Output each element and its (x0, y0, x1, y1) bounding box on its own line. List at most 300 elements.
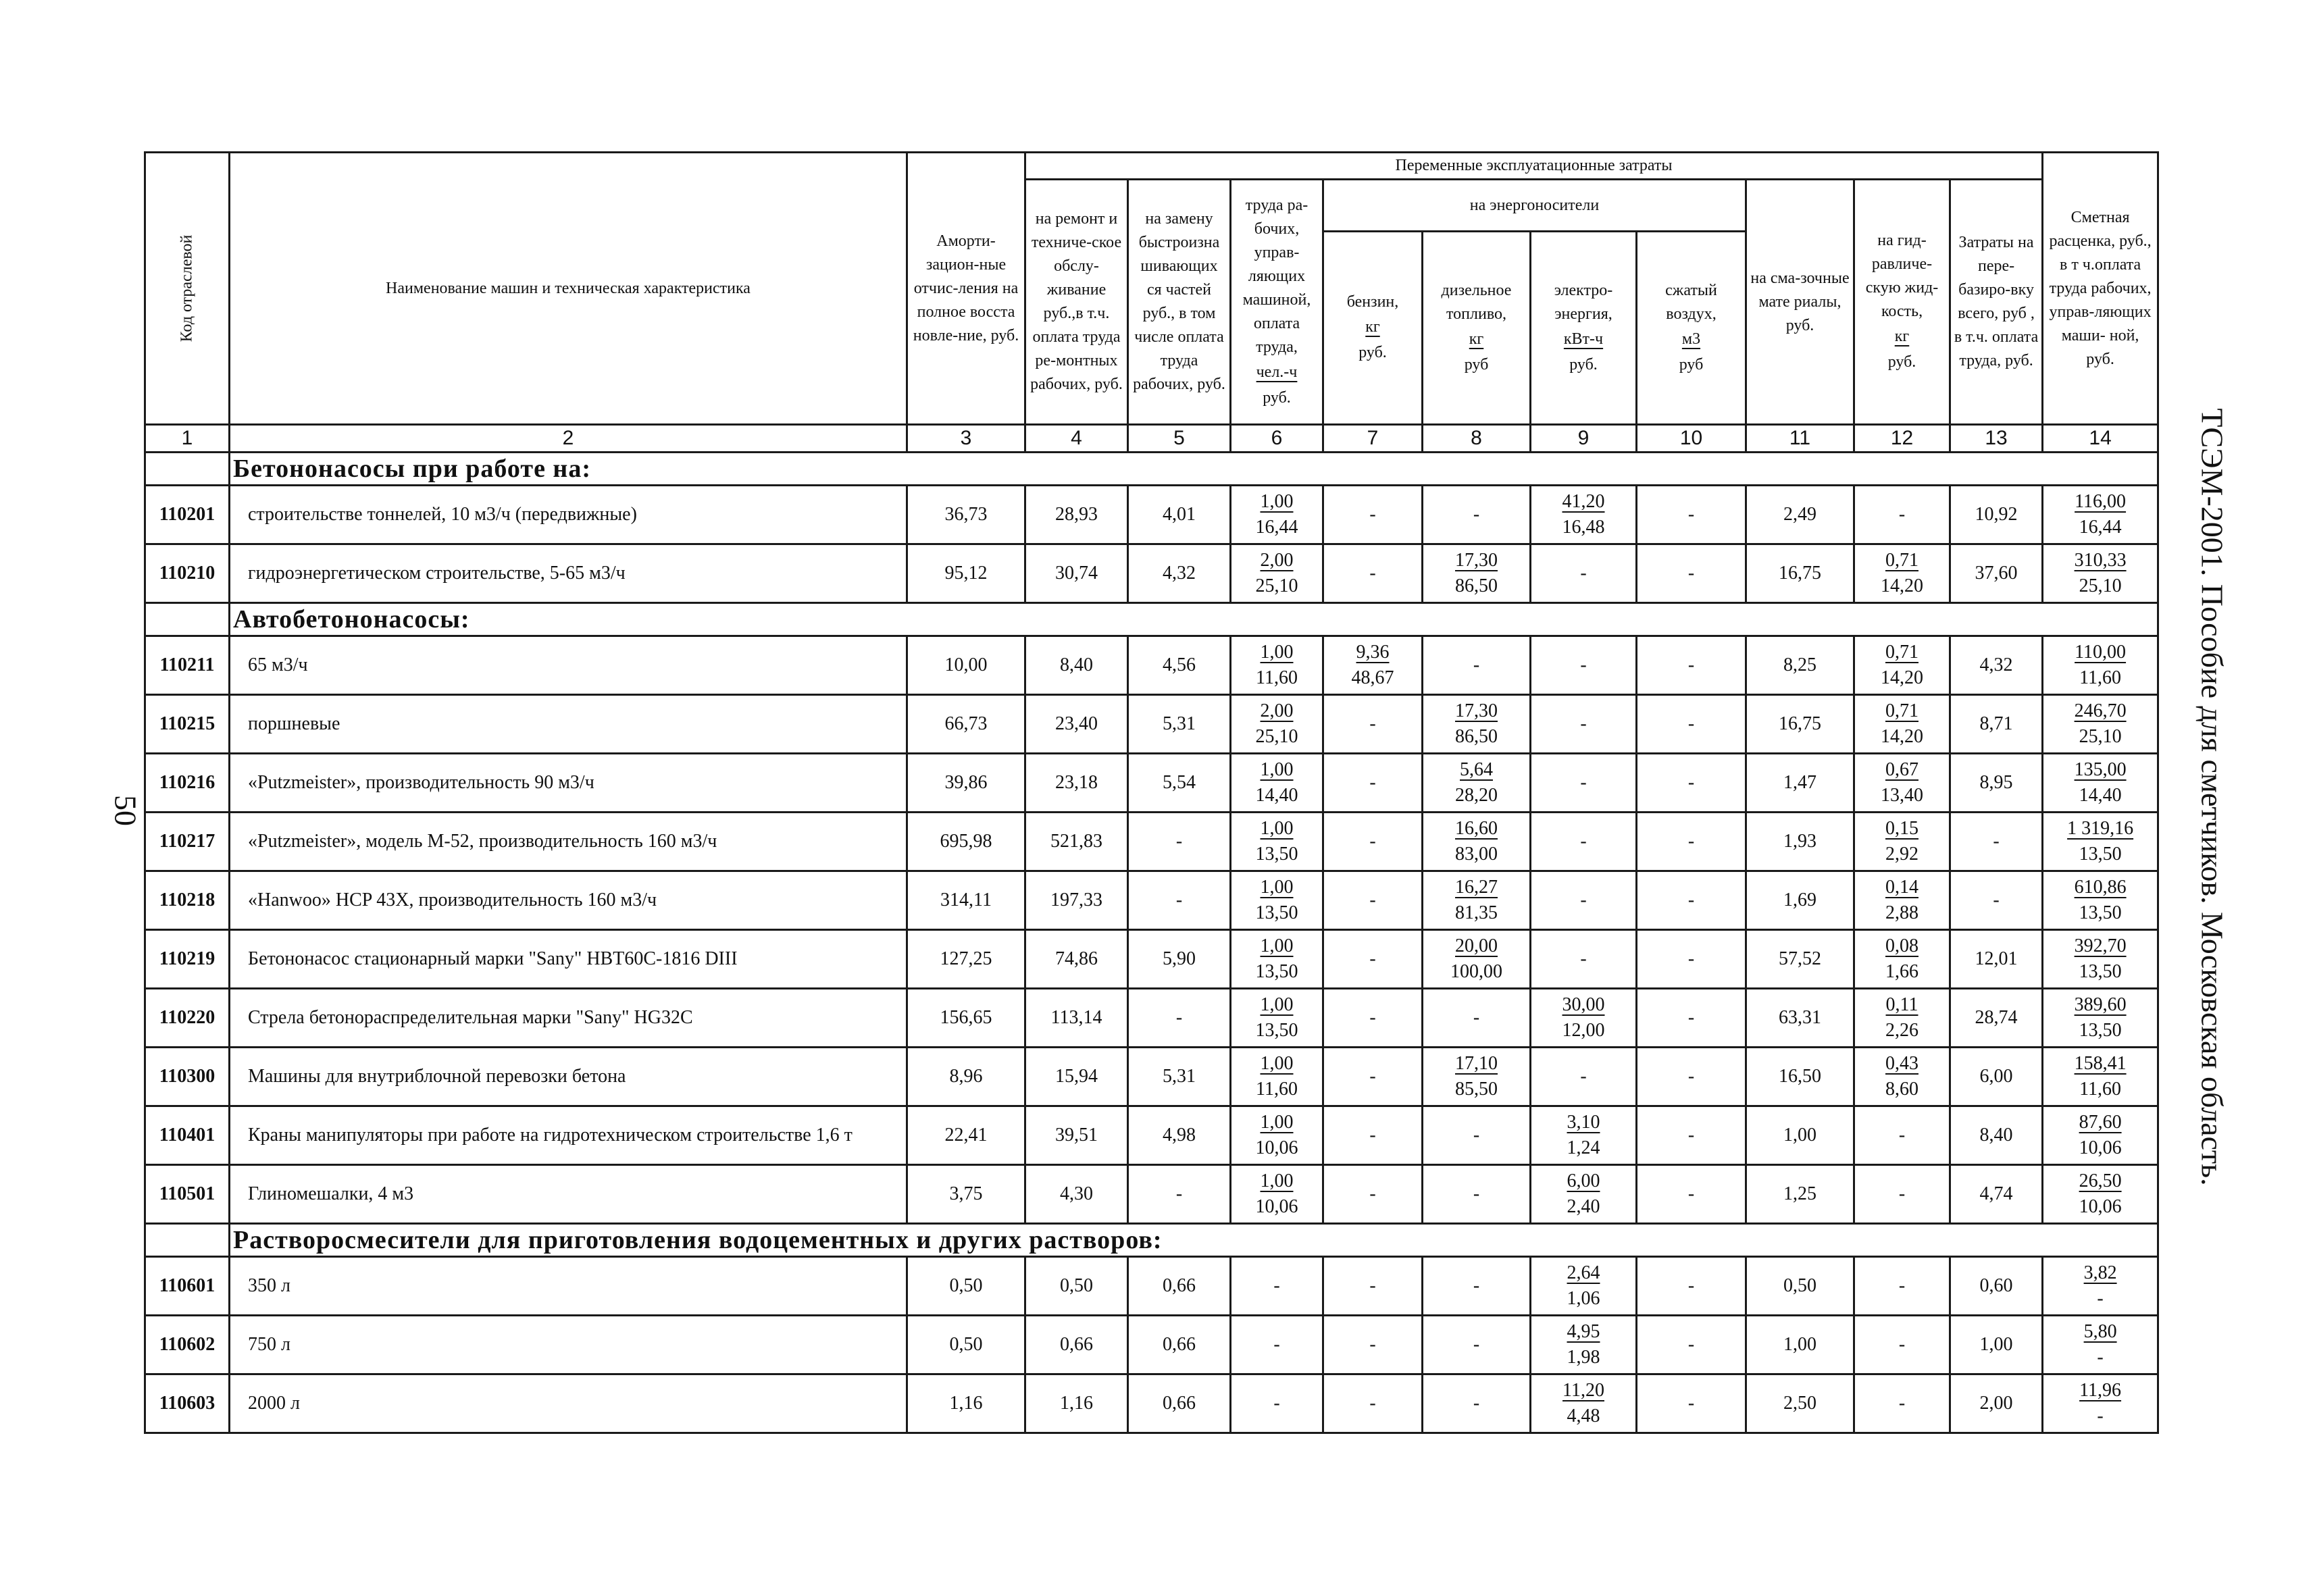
cell-c6 (1231, 1165, 1323, 1224)
cell-c13: 6,00 (1950, 1048, 2043, 1106)
cell-c8 (1423, 544, 1531, 603)
cell-c10: - (1637, 1374, 1746, 1433)
cell-c5: 5,90 (1128, 930, 1231, 989)
cell-c10: - (1637, 754, 1746, 813)
fraction-numerator: 1 319,16 (2067, 818, 2134, 839)
section-title: Автобетононасосы: (230, 603, 2158, 636)
cell-c14 (2043, 1165, 2158, 1224)
cell-c5: 4,32 (1128, 544, 1231, 603)
column-number-row (145, 425, 2158, 453)
cell-c5: 0,66 (1128, 1257, 1231, 1316)
cell-c13: - (1950, 871, 2043, 930)
cell-c9: - (1531, 636, 1637, 695)
fraction-denominator: 2,40 (1567, 1196, 1600, 1217)
fraction-numerator: 1,00 (1260, 642, 1294, 663)
fraction-numerator: 389,60 (2074, 994, 2127, 1015)
cell-c12: - (1854, 1374, 1950, 1433)
fraction-denominator: 1,24 (1567, 1137, 1600, 1158)
cell-c5: 5,31 (1128, 1048, 1231, 1106)
cell-c4: 30,74 (1025, 544, 1128, 603)
row-code: 110401 (145, 1106, 230, 1165)
cell-c3: 95,12 (907, 544, 1025, 603)
cell-c7: - (1323, 930, 1423, 989)
cell-c13: 8,71 (1950, 695, 2043, 754)
fraction-denominator: 13,50 (1255, 1020, 1298, 1041)
row-name: Стрела бетонораспределительная марки "Sany" HG32C (230, 989, 907, 1048)
cell-c9: - (1531, 813, 1637, 871)
cell-c8: - (1423, 1374, 1531, 1433)
row-code: 110210 (145, 544, 230, 603)
cell-c5: 4,56 (1128, 636, 1231, 695)
header-energy: на энергоносители (1323, 180, 1746, 232)
cell-c12: - (1854, 1165, 1950, 1224)
machine-cost-table (144, 151, 2159, 1434)
fraction-numerator: 4,95 (1567, 1321, 1600, 1342)
cell-c4: 23,18 (1025, 754, 1128, 813)
table-row (145, 544, 2158, 603)
cell-c10: - (1637, 636, 1746, 695)
fraction-numerator: 1,00 (1260, 759, 1294, 780)
cell-c14 (2043, 1374, 2158, 1433)
cell-c10: - (1637, 989, 1746, 1048)
fraction-denominator: 16,44 (2079, 517, 2122, 538)
cell-c11: 1,00 (1746, 1106, 1854, 1165)
cell-c14 (2043, 1316, 2158, 1374)
cell-c3: 10,00 (907, 636, 1025, 695)
cell-c12: - (1854, 486, 1950, 544)
header-electricity: электро-энергия, $\frac{\text{кВт-ч}}{\text{руб.}}$ (1531, 232, 1637, 425)
fraction-denominator: 13,50 (1255, 902, 1298, 923)
fraction-numerator: 17,30 (1455, 700, 1498, 721)
fraction-denominator: 25,10 (1255, 726, 1298, 747)
fraction-numerator: 17,30 (1455, 550, 1498, 571)
fraction-denominator: 1,98 (1567, 1347, 1600, 1368)
cell-c9 (1531, 1316, 1637, 1374)
row-name: 2000 л (230, 1374, 907, 1433)
row-code: 110217 (145, 813, 230, 871)
fraction-numerator: 0,14 (1885, 877, 1918, 898)
cell-c14 (2043, 1106, 2158, 1165)
fraction-denominator: 13,50 (2079, 1020, 2122, 1041)
section-title: Бетононасосы при работе на: (230, 453, 2158, 486)
fraction-denominator: 48,67 (1351, 667, 1394, 688)
cell-c5: - (1128, 871, 1231, 930)
fraction-denominator: 12,00 (1562, 1020, 1605, 1041)
fraction-denominator: 13,50 (1255, 961, 1298, 982)
fraction-denominator: 28,20 (1455, 785, 1498, 806)
cell-c6 (1231, 636, 1323, 695)
cell-c6 (1231, 813, 1323, 871)
cell-c3: 314,11 (907, 871, 1025, 930)
cell-c11: 16,50 (1746, 1048, 1854, 1106)
cell-c9 (1531, 486, 1637, 544)
cell-c10: - (1637, 930, 1746, 989)
table-row (145, 871, 2158, 930)
section-header-row (145, 453, 2158, 486)
page-number: 50 (108, 795, 143, 826)
row-code: 110218 (145, 871, 230, 930)
column-number: 3 (907, 425, 1025, 453)
cell-c8: - (1423, 1316, 1531, 1374)
cell-c6 (1231, 544, 1323, 603)
cell-c6 (1231, 989, 1323, 1048)
fraction-denominator: 14,40 (1255, 785, 1298, 806)
cell-c13: 4,74 (1950, 1165, 2043, 1224)
row-name: строительстве тоннелей, 10 м3/ч (передвижные) (230, 486, 907, 544)
fraction-numerator: 2,00 (1260, 550, 1294, 571)
cell-c9: - (1531, 871, 1637, 930)
header-replacement: на замену быстроизна шивающих ся частей руб., в том числе оплата труда рабочих, руб. (1128, 180, 1231, 425)
cell-c10: - (1637, 544, 1746, 603)
cell-c6: - (1231, 1316, 1323, 1374)
cell-c5: - (1128, 989, 1231, 1048)
section-header-row (145, 1224, 2158, 1257)
cell-c8 (1423, 1048, 1531, 1106)
fraction-numerator: 17,10 (1455, 1053, 1498, 1074)
fraction-numerator: 116,00 (2075, 491, 2127, 512)
cell-c8 (1423, 930, 1531, 989)
fraction-denominator: 100,00 (1450, 961, 1502, 982)
cell-c4: 39,51 (1025, 1106, 1128, 1165)
header-lubricants: на сма-зочные мате риалы, руб. (1746, 180, 1854, 425)
cell-c4: 0,50 (1025, 1257, 1128, 1316)
cell-c9: - (1531, 695, 1637, 754)
header-relocation: Затраты на пере-базиро-вку всего, руб , в т.ч. оплата труда, руб. (1950, 180, 2043, 425)
row-name: 750 л (230, 1316, 907, 1374)
cell-c7: - (1323, 544, 1423, 603)
cell-c13: 1,00 (1950, 1316, 2043, 1374)
fraction-numerator: 1,00 (1260, 935, 1294, 956)
fraction-denominator: 14,20 (1881, 726, 1923, 747)
row-name: «Hanwoo» HCP 43X, производительность 160 м3/ч (230, 871, 907, 930)
fraction-numerator: 16,27 (1455, 877, 1498, 898)
table-row (145, 1316, 2158, 1374)
header-diesel: дизельное топливо, $\frac{кг}{\text{руб}}$ (1423, 232, 1531, 425)
cell-c3: 66,73 (907, 695, 1025, 754)
cell-c9 (1531, 989, 1637, 1048)
cell-c10: - (1637, 1257, 1746, 1316)
cell-c5: 0,66 (1128, 1316, 1231, 1374)
fraction-numerator: 0,71 (1885, 700, 1918, 721)
fraction-denominator: 14,20 (1881, 575, 1923, 596)
row-code: 110219 (145, 930, 230, 989)
cell-c12: - (1854, 1316, 1950, 1374)
cell-c14 (2043, 989, 2158, 1048)
cell-c10: - (1637, 1165, 1746, 1224)
cell-c9 (1531, 1374, 1637, 1433)
fraction-numerator: 0,11 (1885, 994, 1918, 1015)
cell-c11: 63,31 (1746, 989, 1854, 1048)
cell-c4: 1,16 (1025, 1374, 1128, 1433)
fraction-denominator: 11,60 (1256, 667, 1298, 688)
cell-c7: - (1323, 754, 1423, 813)
fraction-numerator: 11,20 (1562, 1380, 1604, 1401)
fraction-numerator: 2,00 (1260, 700, 1294, 721)
cell-c14 (2043, 754, 2158, 813)
header-variable-costs: Переменные эксплуатационные затраты (1025, 153, 2043, 180)
fraction-numerator: 0,67 (1885, 759, 1918, 780)
cell-c6: - (1231, 1374, 1323, 1433)
cell-c3: 127,25 (907, 930, 1025, 989)
row-name: Глиномешалки, 4 м3 (230, 1165, 907, 1224)
cell-c10: - (1637, 871, 1746, 930)
table-row (145, 989, 2158, 1048)
cell-c12 (1854, 871, 1950, 930)
fraction-numerator: 1,00 (1260, 1170, 1294, 1191)
cell-c13: 4,32 (1950, 636, 2043, 695)
table-row (145, 486, 2158, 544)
fraction-denominator: - (2097, 1288, 2104, 1309)
cell-c9: - (1531, 754, 1637, 813)
cell-c14 (2043, 544, 2158, 603)
fraction-numerator: 2,64 (1567, 1262, 1600, 1283)
cell-c6 (1231, 486, 1323, 544)
header-compressed-air: сжатый воздух, $\frac{м3}{\text{руб}}$ (1637, 232, 1746, 425)
row-code: 110220 (145, 989, 230, 1048)
row-name: 65 м3/ч (230, 636, 907, 695)
table-row (145, 1106, 2158, 1165)
row-name: «Putzmeister», модель М-52, производительность 160 м3/ч (230, 813, 907, 871)
fraction-numerator: 1,00 (1260, 1112, 1294, 1133)
fraction-denominator: 1,06 (1567, 1288, 1600, 1309)
fraction-denominator: 2,26 (1885, 1020, 1918, 1041)
row-name: «Putzmeister», производительность 90 м3/ч (230, 754, 907, 813)
cell-c5: 4,98 (1128, 1106, 1231, 1165)
cell-c4: 28,93 (1025, 486, 1128, 544)
fraction-numerator: 1,00 (1260, 491, 1294, 512)
cell-c4: 4,30 (1025, 1165, 1128, 1224)
cell-c8 (1423, 813, 1531, 871)
fraction-denominator: 13,50 (2079, 961, 2122, 982)
cell-c12 (1854, 930, 1950, 989)
fraction-denominator: 2,92 (1885, 844, 1918, 865)
cell-c7: - (1323, 1106, 1423, 1165)
fraction-numerator: 1,00 (1260, 994, 1294, 1015)
cell-c5: 5,54 (1128, 754, 1231, 813)
fraction-denominator: 25,10 (1255, 575, 1298, 596)
fraction-numerator: 310,33 (2074, 550, 2127, 571)
fraction-denominator: 16,48 (1562, 517, 1605, 538)
cell-c5: 0,66 (1128, 1374, 1231, 1433)
section-title: Растворосмесители для приготовления водоцементных и других растворов: (230, 1224, 2158, 1257)
cell-c3: 0,50 (907, 1316, 1025, 1374)
cell-c7: - (1323, 1165, 1423, 1224)
fraction-denominator: 13,50 (1255, 844, 1298, 865)
fraction-denominator: 10,06 (1255, 1196, 1298, 1217)
cell-c10: - (1637, 695, 1746, 754)
cell-c11: 0,50 (1746, 1257, 1854, 1316)
column-number: 8 (1423, 425, 1531, 453)
cell-c3: 3,75 (907, 1165, 1025, 1224)
fraction-denominator: 81,35 (1455, 902, 1498, 923)
fraction-denominator: 14,40 (2079, 785, 2122, 806)
fraction-numerator: 87,60 (2079, 1112, 2122, 1133)
row-name: Машины для внутриблочной перевозки бетона (230, 1048, 907, 1106)
fraction-denominator: 13,50 (2079, 844, 2122, 865)
fraction-denominator: 4,48 (1567, 1406, 1600, 1426)
column-number: 12 (1854, 425, 1950, 453)
table-row (145, 930, 2158, 989)
cell-c3: 39,86 (907, 754, 1025, 813)
cell-c7: - (1323, 695, 1423, 754)
fraction-numerator: 158,41 (2074, 1053, 2127, 1074)
fraction-numerator: 20,00 (1455, 935, 1498, 956)
cell-c10: - (1637, 1316, 1746, 1374)
table-row (145, 1374, 2158, 1433)
cell-c7: - (1323, 1374, 1423, 1433)
fraction-denominator: 83,00 (1455, 844, 1498, 865)
row-code: 110216 (145, 754, 230, 813)
cell-c5: - (1128, 813, 1231, 871)
table-row (145, 695, 2158, 754)
cell-c4: 23,40 (1025, 695, 1128, 754)
cell-c12 (1854, 1048, 1950, 1106)
cell-c13: - (1950, 813, 2043, 871)
fraction-denominator: 13,50 (2079, 902, 2122, 923)
fraction-denominator: - (2097, 1406, 2104, 1426)
row-name: Бетононасос стационарный марки "Sany" HBT60C-1816 DIII (230, 930, 907, 989)
cell-c9 (1531, 1257, 1637, 1316)
column-number: 7 (1323, 425, 1423, 453)
fraction-denominator: - (2097, 1347, 2104, 1368)
cell-c13: 8,40 (1950, 1106, 2043, 1165)
column-number: 10 (1637, 425, 1746, 453)
column-number: 14 (2043, 425, 2158, 453)
fraction-numerator: 246,70 (2074, 700, 2127, 721)
row-code: 110603 (145, 1374, 230, 1433)
cell-c6 (1231, 1106, 1323, 1165)
cell-c7: - (1323, 813, 1423, 871)
cell-c5: 5,31 (1128, 695, 1231, 754)
cell-c13: 0,60 (1950, 1257, 2043, 1316)
column-number: 9 (1531, 425, 1637, 453)
table-row (145, 1048, 2158, 1106)
fraction-denominator: 86,50 (1455, 726, 1498, 747)
row-code: 110300 (145, 1048, 230, 1106)
cell-c14 (2043, 486, 2158, 544)
cell-c7 (1323, 636, 1423, 695)
cell-c3: 22,41 (907, 1106, 1025, 1165)
cell-c8 (1423, 695, 1531, 754)
header-repair: на ремонт и техниче-ское обслу-живание руб.,в т.ч. оплата труда ре-монтных рабочих, руб. (1025, 180, 1128, 425)
table-row (145, 1165, 2158, 1224)
cell-c11: 57,52 (1746, 930, 1854, 989)
row-code: 110602 (145, 1316, 230, 1374)
cell-c11: 1,00 (1746, 1316, 1854, 1374)
cell-c14 (2043, 695, 2158, 754)
cell-c9: - (1531, 930, 1637, 989)
table-row (145, 813, 2158, 871)
row-code: 110211 (145, 636, 230, 695)
row-code: 110501 (145, 1165, 230, 1224)
fraction-numerator: 16,60 (1455, 818, 1498, 839)
fraction-numerator: 1,00 (1260, 1053, 1294, 1074)
cell-c14 (2043, 1257, 2158, 1316)
column-number: 4 (1025, 425, 1128, 453)
cell-c8 (1423, 754, 1531, 813)
cell-c10: - (1637, 486, 1746, 544)
fraction-denominator: 86,50 (1455, 575, 1498, 596)
cell-c6 (1231, 754, 1323, 813)
cell-c13: 10,92 (1950, 486, 2043, 544)
column-number: 5 (1128, 425, 1231, 453)
cell-c12 (1854, 813, 1950, 871)
cell-c6 (1231, 930, 1323, 989)
column-number: 6 (1231, 425, 1323, 453)
cell-c8: - (1423, 486, 1531, 544)
section-header-row (145, 603, 2158, 636)
cell-c10: - (1637, 1106, 1746, 1165)
cell-c12: - (1854, 1257, 1950, 1316)
row-name: 350 л (230, 1257, 907, 1316)
fraction-numerator: 6,00 (1567, 1170, 1600, 1191)
row-name: гидроэнергетическом строительстве, 5-65 м3/ч (230, 544, 907, 603)
cell-c13: 28,74 (1950, 989, 2043, 1048)
fraction-numerator: 11,96 (2079, 1380, 2122, 1401)
cell-c14 (2043, 871, 2158, 930)
cell-c10: - (1637, 1048, 1746, 1106)
table-row (145, 754, 2158, 813)
header-code: Код отраслевой (145, 153, 230, 425)
fraction-denominator: 25,10 (2079, 726, 2122, 747)
cell-c13: 37,60 (1950, 544, 2043, 603)
cell-c8: - (1423, 989, 1531, 1048)
header-petrol: бензин, $\frac{кг}{\text{руб.}}$ (1323, 232, 1423, 425)
fraction-denominator: 10,06 (2079, 1137, 2122, 1158)
cell-c7: - (1323, 871, 1423, 930)
cell-c11: 1,25 (1746, 1165, 1854, 1224)
cell-c11: 8,25 (1746, 636, 1854, 695)
cell-c12 (1854, 989, 1950, 1048)
fraction-denominator: 1,66 (1885, 961, 1918, 982)
fraction-numerator: 5,80 (2083, 1321, 2117, 1342)
cell-c13: 12,01 (1950, 930, 2043, 989)
column-number: 13 (1950, 425, 2043, 453)
cell-c11: 1,93 (1746, 813, 1854, 871)
fraction-numerator: 9,36 (1356, 642, 1390, 663)
header-estimate-rate: Сметная расценка, руб., в т ч.оплата труда рабочих, управ-ляющих маши- ной, руб. (2043, 153, 2158, 425)
cell-c12 (1854, 636, 1950, 695)
cell-c7: - (1323, 1257, 1423, 1316)
cell-c12 (1854, 754, 1950, 813)
fraction-denominator: 16,44 (1255, 517, 1298, 538)
row-name: Краны манипуляторы при работе на гидротехническом строительстве 1,6 т (230, 1106, 907, 1165)
cell-c9: - (1531, 544, 1637, 603)
fraction-denominator: 8,60 (1885, 1079, 1918, 1100)
fraction-denominator: 13,40 (1881, 785, 1923, 806)
cell-c6: - (1231, 1257, 1323, 1316)
cell-c6 (1231, 695, 1323, 754)
column-number: 2 (230, 425, 907, 453)
header-labor: труда ра-бочих, управ-ляющих машиной, оплата труда, $\frac{\text{чел.-ч}}{\text{руб.}}$ (1231, 180, 1323, 425)
fraction-numerator: 30,00 (1562, 994, 1605, 1015)
fraction-numerator: 0,15 (1885, 818, 1918, 839)
cell-c11: 1,47 (1746, 754, 1854, 813)
cell-c9: - (1531, 1048, 1637, 1106)
cell-c3: 695,98 (907, 813, 1025, 871)
cell-c8: - (1423, 1165, 1531, 1224)
cell-c12 (1854, 695, 1950, 754)
fraction-denominator: 14,20 (1881, 667, 1923, 688)
cell-c9 (1531, 1106, 1637, 1165)
cell-c8 (1423, 871, 1531, 930)
cell-c8: - (1423, 1257, 1531, 1316)
fraction-denominator: 25,10 (2079, 575, 2122, 596)
cell-c7: - (1323, 989, 1423, 1048)
header-amortization: Аморти-зацион-ные отчис-ления на полное восста новле-ние, руб. (907, 153, 1025, 425)
fraction-denominator: 11,60 (1256, 1079, 1298, 1100)
fraction-numerator: 1,00 (1260, 877, 1294, 898)
